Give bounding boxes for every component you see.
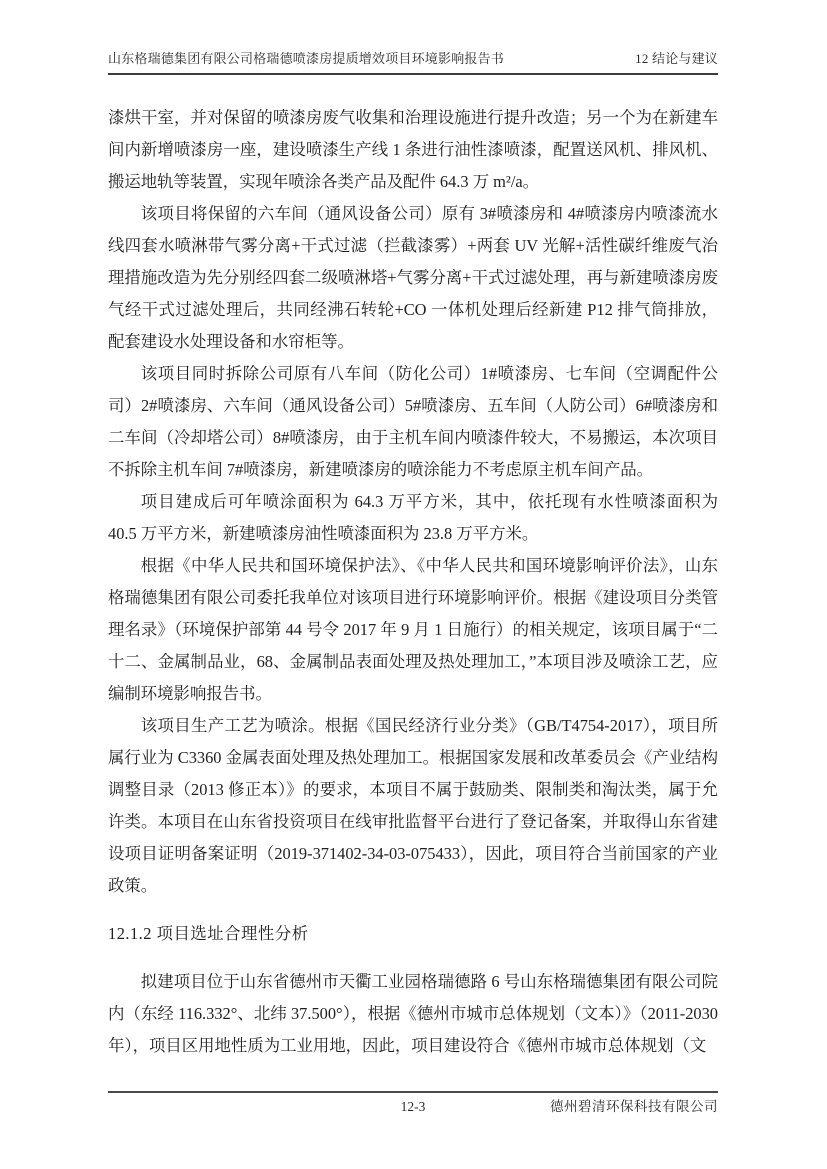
header-chapter-label: 12 结论与建议 [635,51,718,66]
paragraph-continuation: 漆烘干室，并对保留的喷漆房废气收集和治理设施进行提升改造；另一个为在新建车间内新增喷漆房一座，建设喷漆生产线 1 条进行油性漆喷漆，配置送风机、排风机、搬运地轨等装置，实现年喷涂各类产品及配件 64.3 万 m²/a。 [108,108,718,191]
paragraph-site-location: 拟建项目位于山东省德州市天衢工业园格瑞德路 6 号山东格瑞德集团有限公司院内（东经 116.332°、北纬 37.500°），根据《德州市城市总体规划（文本）》（2011-2030 年），项目区用地性质为工业用地，因此，项目建设符合《德州市城市总体规划（文 [108,972,718,1055]
paragraph-retained-booths-treatment: 该项目将保留的六车间（通风设备公司）原有 3#喷漆房和 4#喷漆房内喷漆流水线四套水喷淋带气雾分离+干式过滤（拦截漆雾）+两套 UV 光解+活性碳纤维废气治理措施改造为先分别经四套二级喷淋塔+气雾分离+干式过滤处理，再与新建喷漆房废气经干式过滤处理后，共同经沸石转轮+CO 一体机处理后经新建 P12 排气筒排放，配套建设水处理设备和水帘柜等。 [108,204,718,351]
footer-company-name: 德州碧清环保科技有限公司 [550,1099,718,1114]
page-footer [108,1091,718,1117]
footer-row [108,1093,718,1117]
paragraph-legal-basis: 根据《中华人民共和国环境保护法》、《中华人民共和国环境影响评价法》，山东格瑞德集团有限公司委托我单位对该项目进行环境影响评价。根据《建设项目分类管理名录》（环境保护部第 44 号令 2017 年 9 月 1 日施行）的相关规定，该项目属于“二十二、金属制品业，68、金属制品表面处理及热处理加工，”本项目涉及喷涂工艺，应编制环境影响报告书。 [108,556,718,703]
header-report-title: 山东格瑞德集团有限公司格瑞德喷漆房提质增效项目环境影响报告书 [108,51,505,66]
paragraph-industry-policy: 该项目生产工艺为喷涂。根据《国民经济行业分类》（GB/T4754-2017），项目所属行业为 C3360 金属表面处理及热处理加工。根据国家发展和改革委员会《产业结构调整目录（2013 修正本）》的要求，本项目不属于鼓励类、限制类和淘汰类，属于允许类。本项目在山东省投资项目在线审批监督平台进行了登记备案，并取得山东省建设项目证明备案证明（2019-371402-34-03-075433），因此，项目符合当前国家的产业政策。 [108,716,718,895]
section-heading-12-1-2: 12.1.2 项目选址合理性分析 [108,924,309,943]
page-header [108,50,718,75]
paragraph-spray-area: 项目建成后可年喷涂面积为 64.3 万平方米，其中，依托现有水性喷漆面积为 40.5 万平方米，新建喷漆房油性喷漆面积为 23.8 万平方米。 [108,492,718,543]
paragraph-demolished-booths: 该项目同时拆除公司原有八车间（防化公司）1#喷漆房、七车间（空调配件公司）2#喷漆房、六车间（通风设备公司）5#喷漆房、五车间（人防公司）6#喷漆房和二车间（冷却塔公司）8#喷漆房，由于主机车间内喷漆件较大，不易搬运，本次项目不拆除主机车间 7#喷漆房，新建喷漆房的喷涂能力不考虑原主机车间产品。 [108,364,718,479]
document-body [108,102,718,1062]
page-number: 12-3 [400,1099,426,1114]
